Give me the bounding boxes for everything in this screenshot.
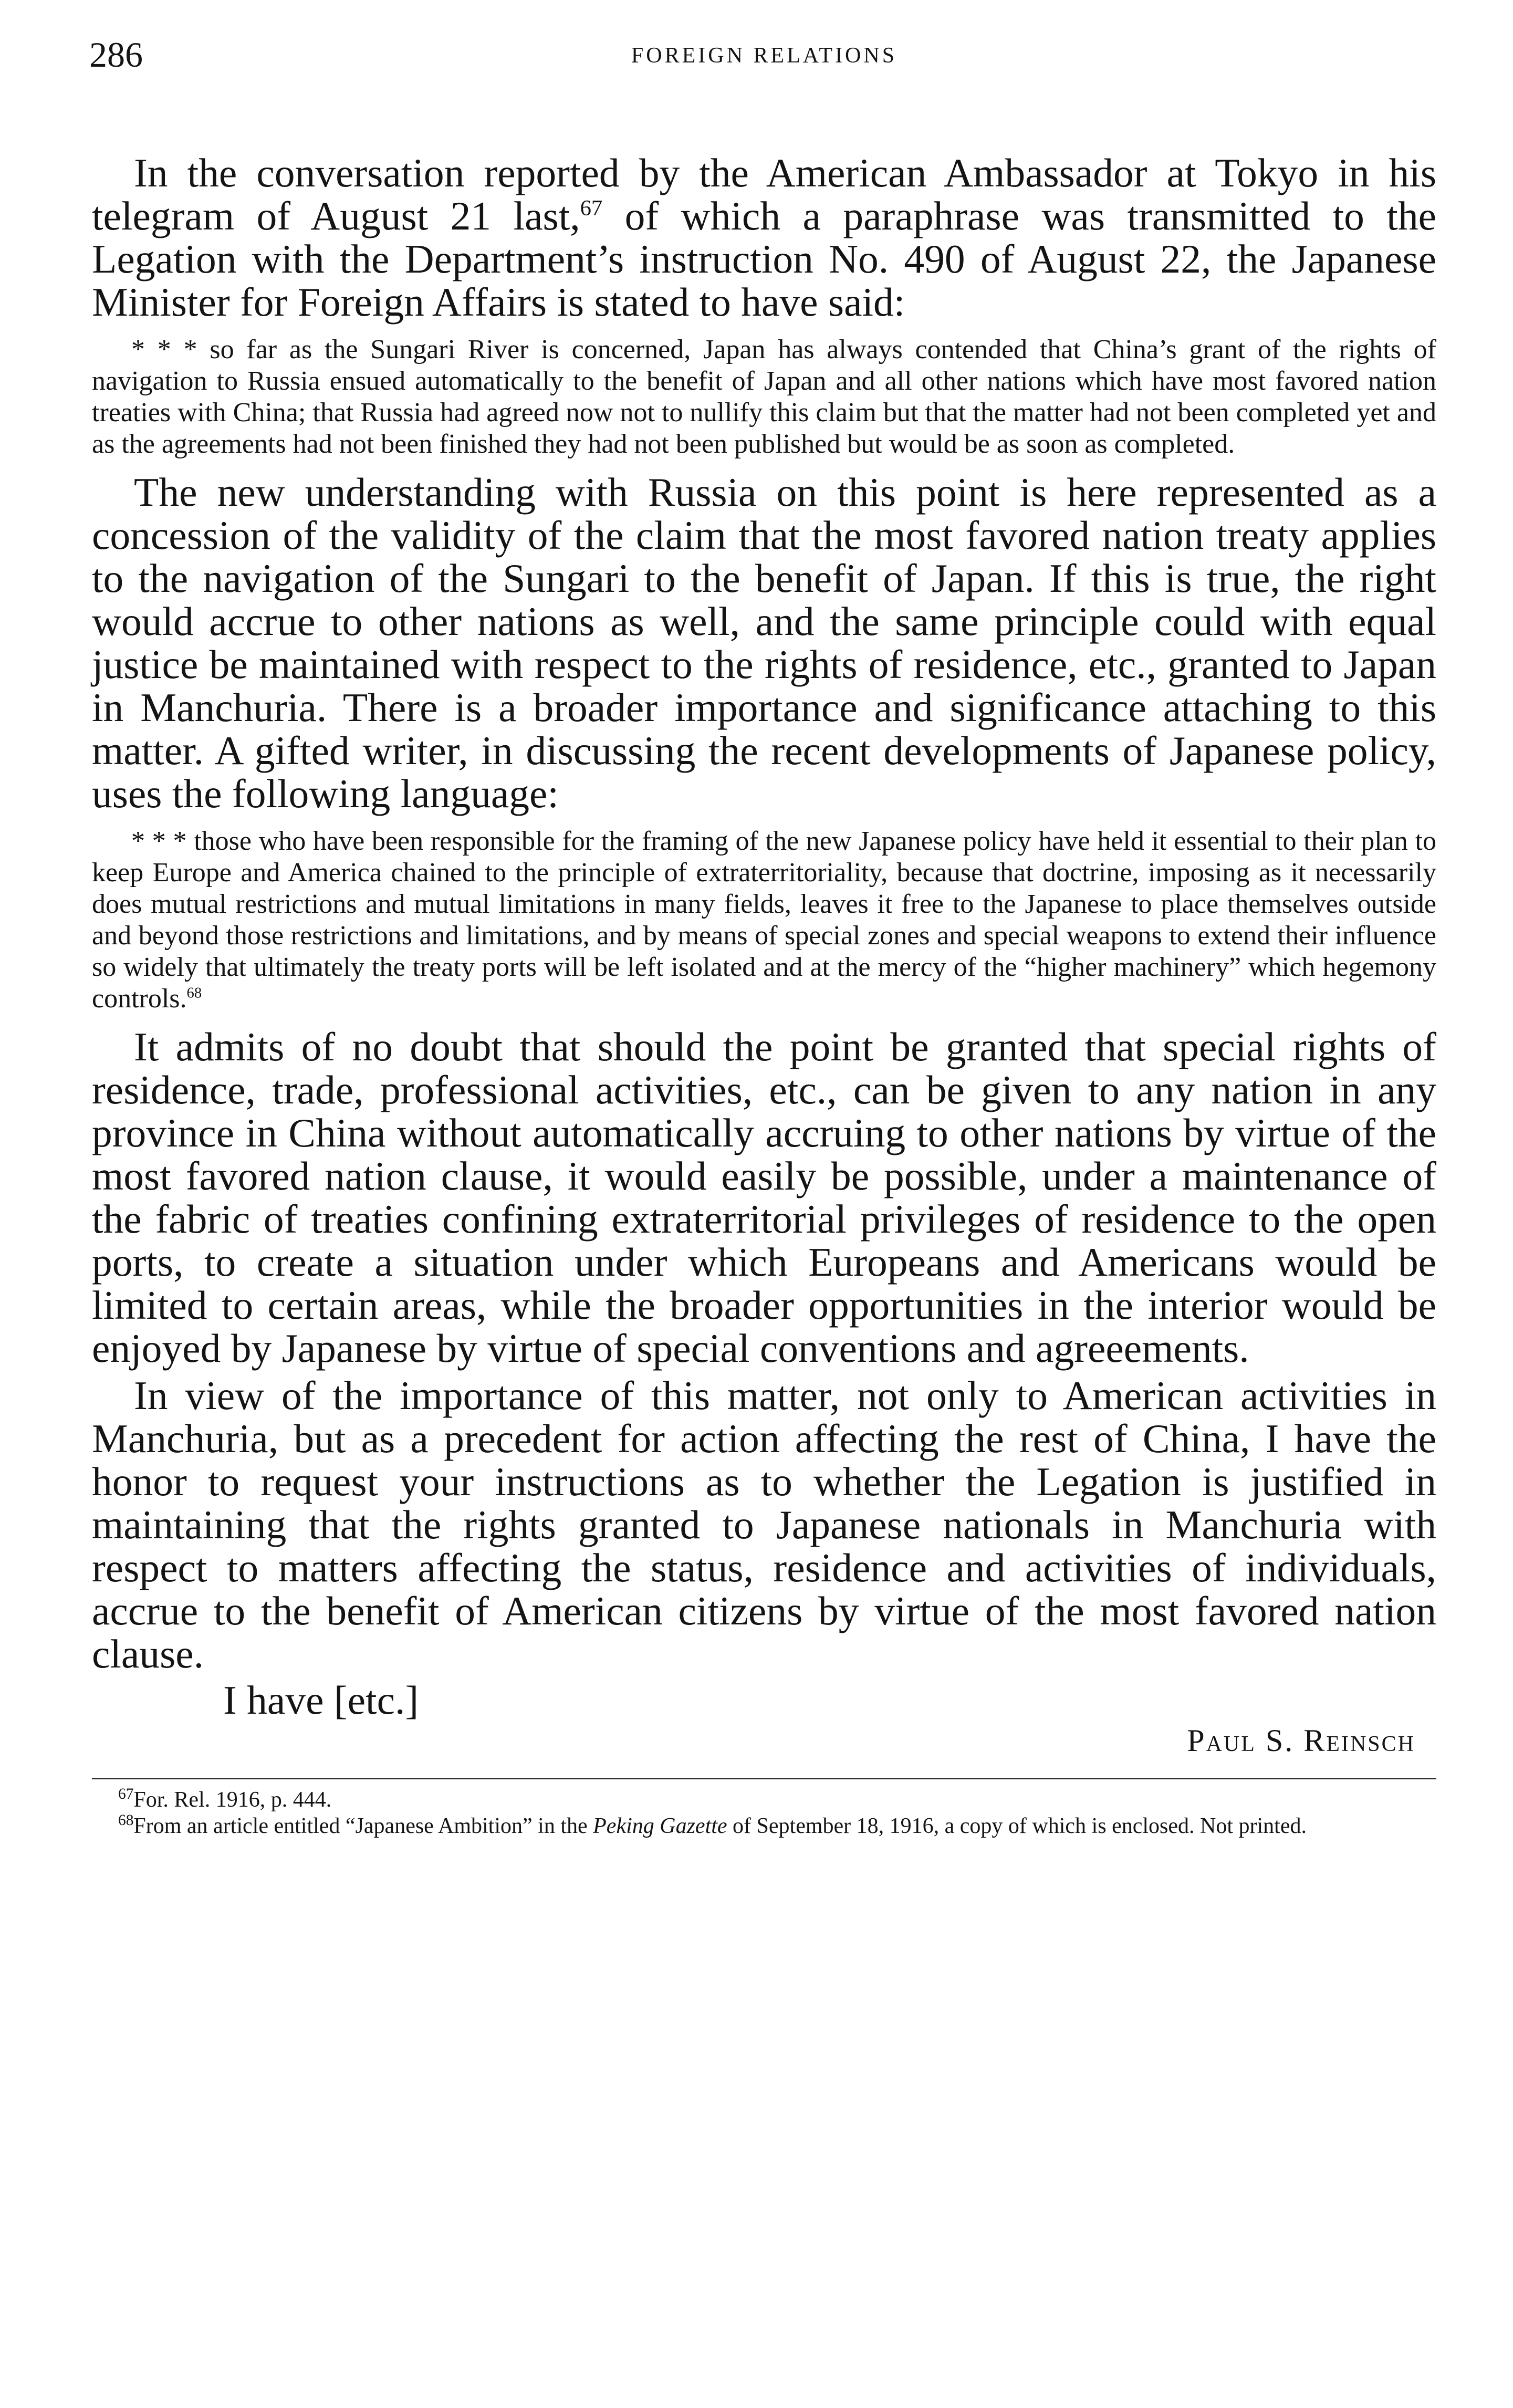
paragraph-1 — [92, 151, 1436, 324]
closing-line: I have [etc.] — [223, 1677, 419, 1723]
footnote-68 — [92, 1813, 1436, 1839]
publication-title: Peking Gazette — [593, 1814, 727, 1838]
paragraph-4: In view of the importance of this matter, not only to American activities in Manchuria, but as a precedent for action affecting the rest of China, I have the honor to request your instructions as to whether the Legation is justified in maintaining that the rights granted to Japanese nationals in Manchuria with respect to matters affecting the status, residence and activities of individuals, accrue to the benefit of American citizens by virtue of the most favored nation clause. — [92, 1373, 1436, 1676]
footnote-67 — [92, 1787, 1436, 1813]
quote-block-1: * * * so far as the Sungari River is concerned, Japan has always contended that China’s grant of the rights of navigation to Russia ensued automatically to the benefit of Japan and all other nations which have most favored nation treaties with China; that Russia had agreed now not to nullify this claim but that the matter had not been completed yet and as the agreements had not been finished they had not been published but would be as soon as completed. — [92, 335, 1436, 459]
footnote-text-pre: From an article entitled “Japanese Ambition” in the — [133, 1814, 593, 1838]
document-page — [89, 32, 1436, 1839]
paragraph-3: It admits of no doubt that should the point be granted that special rights of residence, trade, professional activities, etc., can be given to any nation in any province in China without automatically accruing to other nations by virtue of the most favored nation clause, it would easily be possible, under a maintenance of the fabric of treaties confining extraterritorial privileges of residence to the open ports, to create a situation under which Europeans and Americans would be limited to certain areas, while the broader opportunities in the interior would be enjoyed by Japanese by virtue of special conventions and agreeements. — [92, 1024, 1436, 1371]
footnote-text-post: of September 18, 1916, a copy of which is enclosed. Not printed. — [727, 1814, 1307, 1838]
page-header — [89, 32, 1436, 79]
footnote-divider — [92, 1778, 1436, 1779]
paragraph-1-text-a: In the conversation reported by the American Ambassador at Tokyo in his telegram of August 21 last, — [92, 150, 1436, 238]
footnote-text: For. Rel. 1916, p. 444. — [133, 1788, 332, 1812]
paragraph-1-text-b: of which a paraphrase was transmitted to the Legation with the Department’s instruction No. 490 of August 22, the Japanese Minister for Foreign Affairs is stated to have said: — [92, 193, 1436, 325]
quote-block-2 — [92, 826, 1436, 1015]
running-head: FOREIGN RELATIONS — [631, 44, 898, 68]
footnote-ref-67[interactable]: 67 — [580, 196, 603, 221]
footnote-mark: 68 — [118, 1812, 134, 1829]
page-number: 286 — [89, 35, 143, 75]
footnote-ref-68[interactable]: 68 — [186, 985, 202, 1002]
paragraph-2: The new understanding with Russia on this point is here represented as a concession of the validity of the claim that the most favored nation treaty applies to the navigation of the Sungari to the benefit of Japan. If this is true, the right would accrue to other nations as well, and the same principle could with equal justice be maintained with respect to the rights of residence, etc., granted to Japan in Manchuria. There is a broader importance and significance attaching to this matter. A gifted writer, in discussing the recent developments of Japanese policy, uses the following language: — [92, 470, 1436, 816]
signature: Paul S. Reinsch — [1187, 1723, 1415, 1758]
footnote-mark: 67 — [118, 1786, 134, 1802]
quote-2-text: * * * those who have been responsible for the framing of the new Japanese policy have held it essential to their plan to keep Europe and America chained to the principle of extraterritoriality, because that doctrine, imposing as it necessarily does mutual restrictions and mutual limitations in many fields, leaves it free to the Japanese to place themselves outside and beyond those restrictions and limitations, and by means of special zones and special weapons to extend their influence so widely that ultimately the treaty ports will be left isolated and at the mercy of the “higher machinery” which hegemony controls. — [92, 826, 1436, 1014]
footnotes — [92, 1787, 1436, 1839]
